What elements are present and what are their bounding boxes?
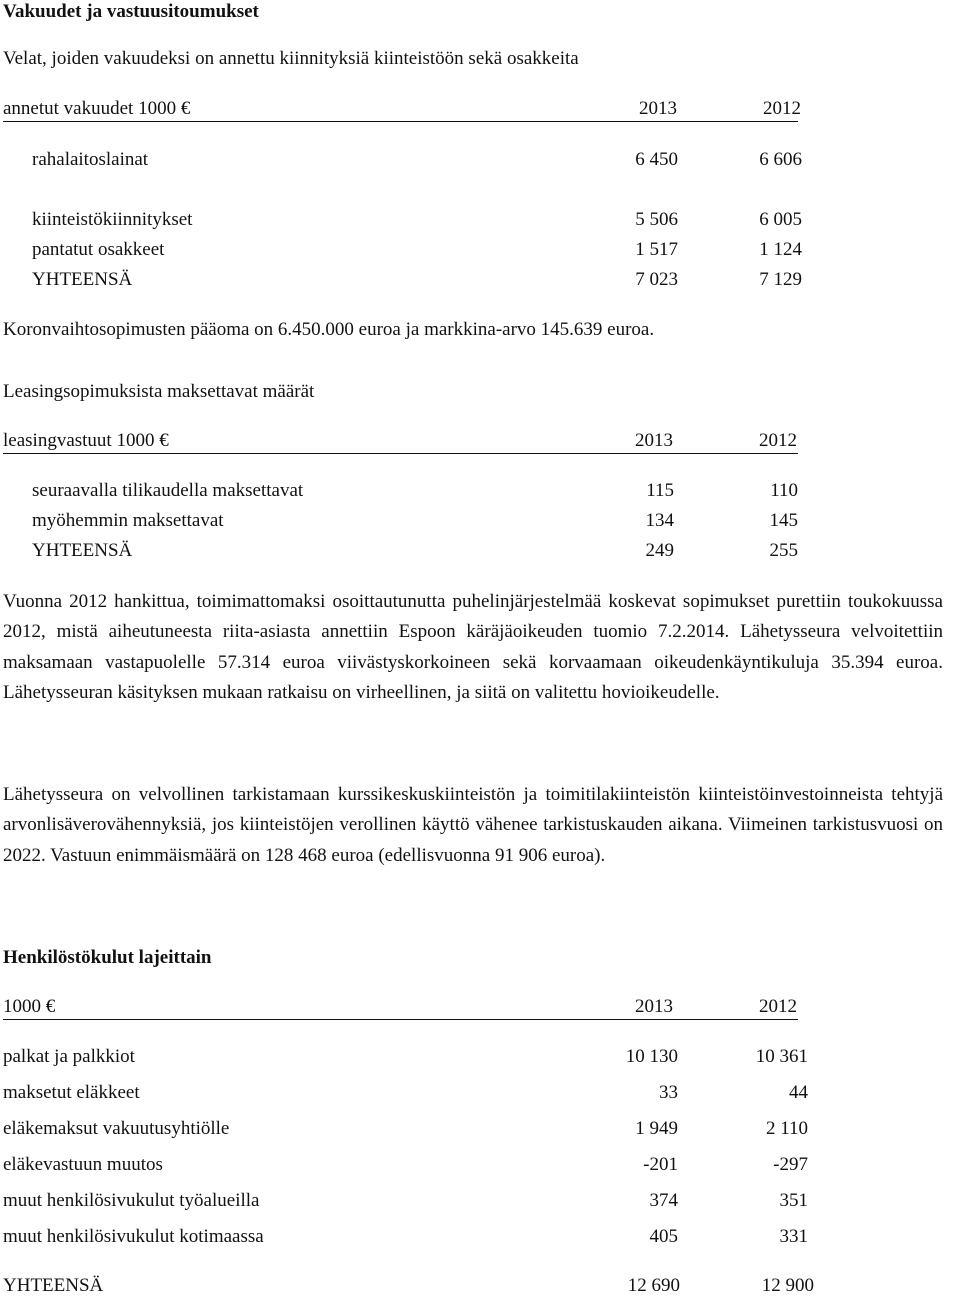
section-title-vakuudet: Vakuudet ja vastuusitoumukset bbox=[3, 1, 259, 22]
header-year-2012: 2012 bbox=[759, 430, 797, 451]
header-year-2012: 2012 bbox=[763, 98, 801, 119]
header-year-2013: 2013 bbox=[635, 430, 673, 451]
swap-note: Koronvaihtosopimusten pääoma on 6.450.000 euroa ja markkina-arvo 145.639 euroa. bbox=[3, 319, 655, 340]
paragraph-phone-system-dispute: Vuonna 2012 hankittua, toimimattomaksi osoittautunutta puhelinjärjestelmää koskevat sopimukset purettiin toukokuussa 2012, mistä aiheutuneesta riita-asiasta annettiin Espoon käräjäoikeuden tuomio 7.2.2014. Lähetysseura velvoitettiin maksamaan vastapuolelle 57.314 euroa viivästyskorkoineen sekä korvaamaan oikeudenkäyntikuluja 35.394 euroa. Lähetysseuran käsityksen mukaan ratkaisu on virheellinen, ja siitä on valitettu hovioikeudelle. bbox=[3, 591, 943, 704]
header-year-2012: 2012 bbox=[759, 996, 797, 1017]
header-year-2013: 2013 bbox=[639, 98, 677, 119]
table-header-henkilostokulut bbox=[3, 995, 798, 1020]
header-year-2013: 2013 bbox=[635, 996, 673, 1017]
header-label: leasingvastuut 1000 € bbox=[3, 430, 169, 451]
header-label: annetut vakuudet 1000 € bbox=[3, 98, 191, 119]
section-subtitle-leasing: Leasingsopimuksista maksettavat määrät bbox=[3, 381, 315, 402]
header-label: 1000 € bbox=[3, 996, 56, 1017]
section-title-henkilostokulut: Henkilöstökulut lajeittain bbox=[3, 947, 212, 968]
table-header-leasing bbox=[3, 429, 798, 454]
paragraph-vat-obligation: Lähetysseura on velvollinen tarkistamaan kurssikeskuskiinteistön ja toimitilakiinteistön kiinteistöinvestoinneista tehtyjä arvonlisäverovähennyksiä, jos kiinteistöjen verollinen käyttö vähenee tarkistuskauden aikana. Viimeinen tarkistusvuosi on 2022. Vastuun enimmäismäärä on 128 468 euroa (edellisvuonna 91 906 euroa). bbox=[3, 784, 943, 866]
section-subtitle-velat: Velat, joiden vakuudeksi on annettu kiinnityksiä kiinteistöön sekä osakkeita bbox=[3, 48, 579, 69]
table-header-vakuudet bbox=[3, 97, 801, 122]
